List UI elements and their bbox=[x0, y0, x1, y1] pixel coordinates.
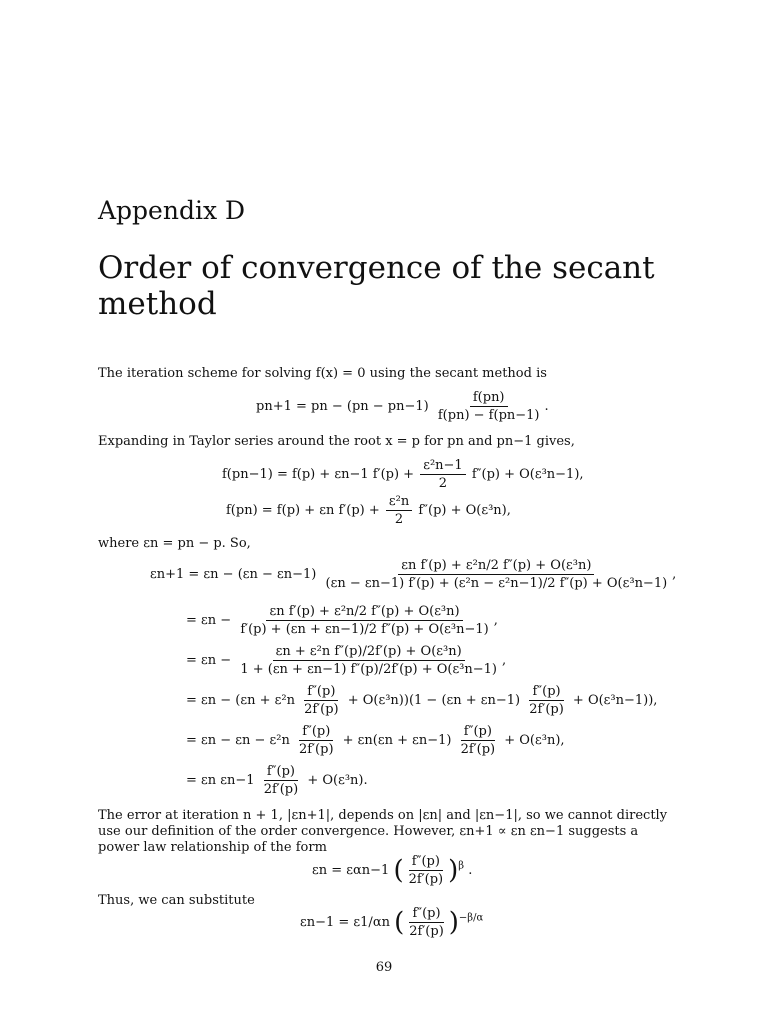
equation-deriv-3 bbox=[186, 644, 506, 677]
denominator: 2f′(p) bbox=[409, 924, 444, 939]
numerator: f(pn) bbox=[470, 390, 508, 407]
paragraph-where: where εn = pn − p. So, bbox=[98, 536, 251, 551]
numerator: f″(p) bbox=[304, 684, 338, 701]
denominator: 2f′(p) bbox=[299, 742, 334, 757]
denominator: 2f′(p) bbox=[408, 872, 444, 887]
left-paren: ( bbox=[393, 855, 404, 886]
denominator: 2f′(p) bbox=[263, 782, 299, 797]
denominator: 2 bbox=[438, 476, 448, 491]
equation-deriv-5 bbox=[186, 724, 565, 757]
equation-deriv-6 bbox=[186, 764, 368, 797]
numerator: εn + ε²n f″(p)/2f′(p) + O(ε³n) bbox=[273, 644, 465, 661]
numerator: ε²n bbox=[386, 494, 412, 511]
paragraph-intro: The iteration scheme for solving f(x) = 0 using the secant method is bbox=[98, 366, 547, 381]
equation-secant bbox=[256, 390, 549, 423]
denominator: f(pn) − f(pn−1) bbox=[437, 408, 540, 423]
exponent: −β/α bbox=[458, 912, 484, 924]
numerator: εn f′(p) + ε²n/2 f″(p) + O(ε³n) bbox=[398, 558, 594, 575]
eq-lhs: = εn εn−1 bbox=[186, 773, 255, 788]
eq-lhs: = εn − bbox=[186, 653, 232, 668]
paragraph-error: The error at iteration n + 1, |εn+1|, depends on |εn| and |εn−1|, so we cannot directly use our definition of the order convergence. However, εn+1 ∝ εn εn−1 suggests a power law relationship of the form bbox=[98, 808, 668, 855]
page-number: 69 bbox=[375, 960, 393, 975]
eq-tail: + O(ε³n−1)), bbox=[572, 693, 658, 708]
denominator: 2 bbox=[394, 512, 404, 527]
equation-power-law bbox=[312, 854, 472, 887]
numerator: εn f′(p) + ε²n/2 f″(p) + O(ε³n) bbox=[266, 604, 462, 621]
eq-lhs: = εn − εn − ε²n bbox=[186, 733, 290, 748]
fraction bbox=[386, 494, 412, 527]
chapter-label: Appendix D bbox=[98, 196, 246, 225]
right-paren: ) bbox=[448, 855, 459, 886]
eq-tail: + O(ε³n), bbox=[504, 733, 565, 748]
eq-tail: , bbox=[493, 613, 498, 628]
section-title: Order of convergence of the secant method bbox=[98, 250, 655, 322]
denominator: 1 + (εn + εn−1) f″(p)/2f′(p) + O(ε³n−1) bbox=[240, 662, 498, 677]
denominator: 2f′(p) bbox=[304, 702, 339, 717]
fraction bbox=[237, 644, 500, 677]
right-paren: ) bbox=[448, 907, 459, 938]
denominator: 2f′(p) bbox=[529, 702, 564, 717]
eq-mid: + O(ε³n))(1 − (εn + εn−1) bbox=[347, 693, 521, 708]
fraction bbox=[261, 764, 302, 797]
eq-lhs: εn+1 = εn − (εn − εn−1) bbox=[150, 567, 317, 582]
eq-lhs: εn = εαn−1 bbox=[312, 863, 390, 878]
eq-lhs: εn−1 = ε1/αn bbox=[300, 915, 390, 930]
fraction bbox=[406, 854, 447, 887]
numerator: f″(p) bbox=[461, 724, 495, 741]
fraction bbox=[435, 390, 543, 423]
exponent: β bbox=[458, 860, 465, 872]
equation-deriv-4 bbox=[186, 684, 657, 717]
denominator: 2f′(p) bbox=[460, 742, 496, 757]
eq-tail: + O(ε³n). bbox=[307, 773, 368, 788]
eq-tail: , bbox=[502, 653, 507, 668]
eq-lhs: f(pn−1) = f(p) + εn−1 f′(p) + bbox=[222, 467, 415, 482]
eq-lhs: pn+1 = pn − (pn − pn−1) bbox=[256, 399, 429, 414]
left-paren: ( bbox=[394, 907, 405, 938]
equation-deriv-2 bbox=[186, 604, 498, 637]
numerator: f″(p) bbox=[264, 764, 298, 781]
eq-lhs: f(pn) = f(p) + εn f′(p) + bbox=[226, 503, 380, 518]
fraction bbox=[237, 604, 491, 637]
fraction bbox=[526, 684, 567, 717]
fraction bbox=[406, 906, 447, 939]
eq-tail: . bbox=[544, 399, 549, 414]
equation-deriv-1 bbox=[150, 558, 676, 591]
paragraph-substitute: Thus, we can substitute bbox=[98, 893, 255, 908]
numerator: ε²n−1 bbox=[420, 458, 465, 475]
fraction bbox=[420, 458, 465, 491]
denominator: (εn − εn−1) f′(p) + (ε²n − ε²n−1)/2 f″(p) + O(ε³n−1) bbox=[325, 576, 668, 591]
numerator: f″(p) bbox=[409, 906, 443, 923]
numerator: f″(p) bbox=[529, 684, 563, 701]
numerator: f″(p) bbox=[299, 724, 333, 741]
fraction bbox=[301, 684, 342, 717]
eq-lhs: = εn − bbox=[186, 613, 232, 628]
fraction bbox=[323, 558, 671, 591]
numerator: f″(p) bbox=[409, 854, 443, 871]
denominator: f′(p) + (εn + εn−1)/2 f″(p) + O(ε³n−1) bbox=[240, 622, 489, 637]
equation-taylor-1 bbox=[222, 458, 584, 491]
eq-lhs: = εn − (εn + ε²n bbox=[186, 693, 295, 708]
eq-mid: + εn(εn + εn−1) bbox=[342, 733, 452, 748]
eq-tail: . bbox=[468, 863, 473, 878]
eq-tail: , bbox=[672, 567, 677, 582]
paragraph-taylor: Expanding in Taylor series around the root x = p for pn and pn−1 gives, bbox=[98, 434, 575, 449]
eq-tail: f″(p) + O(ε³n), bbox=[418, 503, 511, 518]
equation-substitute bbox=[300, 906, 483, 939]
equation-taylor-2 bbox=[226, 494, 511, 527]
fraction bbox=[458, 724, 499, 757]
eq-tail: f″(p) + O(ε³n−1), bbox=[471, 467, 584, 482]
fraction bbox=[296, 724, 337, 757]
